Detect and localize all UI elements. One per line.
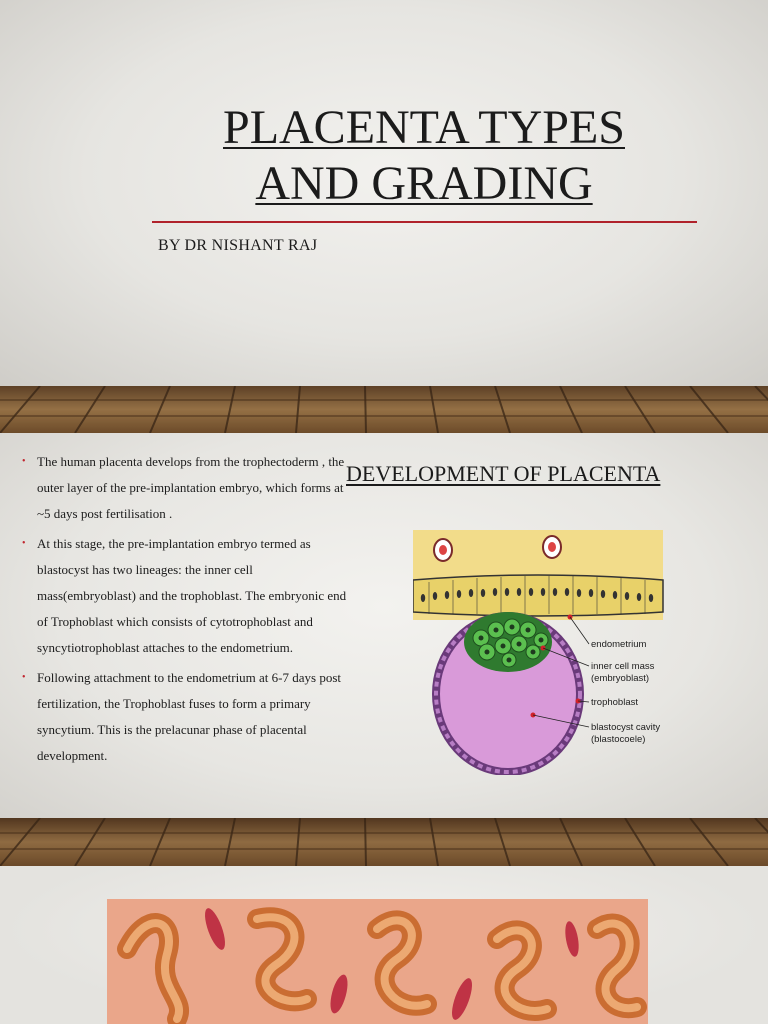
bullet-item: • Following attachment to the endometrium at 6-7 days post fertilization, the Trophoblast fuses to form a primary syncytium. This is the prelacunar phase of placental development. <box>20 665 355 769</box>
image-slide <box>0 866 768 1024</box>
label-blastocyst-cavity: blastocyst cavity <box>591 722 661 733</box>
title-divider <box>152 221 697 223</box>
title-line-1: PLACENTA TYPES <box>223 101 625 154</box>
blastocyst-diagram <box>413 530 665 775</box>
development-slide <box>0 433 768 818</box>
title-line-2: AND GRADING <box>255 157 593 210</box>
bullet-icon: • <box>22 538 26 549</box>
bullet-icon: • <box>22 672 26 683</box>
bullet-icon: • <box>22 456 26 467</box>
wood-floor-band <box>0 386 768 433</box>
label-inner-cell-mass: inner cell mass <box>591 661 655 672</box>
red-blood-cells-image <box>107 899 648 1024</box>
title-slide <box>0 0 768 386</box>
bullet-item: • The human placenta develops from the trophectoderm , the outer layer of the pre-implantation embryo, which forms at ~5 days post fertilisation . <box>20 449 355 527</box>
inner-cell-mass <box>464 612 552 672</box>
bullet-list <box>20 449 355 773</box>
label-embryoblast: (embryoblast) <box>591 673 650 684</box>
section-heading: DEVELOPMENT OF PLACENTA <box>346 461 661 486</box>
label-trophoblast: trophoblast <box>591 697 639 708</box>
author-byline: BY DR NISHANT RAJ <box>158 237 318 254</box>
label-endometrium: endometrium <box>591 639 647 650</box>
slide-title <box>150 100 698 212</box>
label-blastocoele: (blastocoele) <box>591 734 646 745</box>
wood-floor-band <box>0 818 768 866</box>
bullet-item: • At this stage, the pre-implantation embryo termed as blastocyst has two lineages: the inner cell mass(embryoblast) and the trophoblast. The embryonic end of Trophoblast which consists of cytotrophoblast and syncytiotrophoblast attaches to the endometrium. <box>20 531 355 661</box>
